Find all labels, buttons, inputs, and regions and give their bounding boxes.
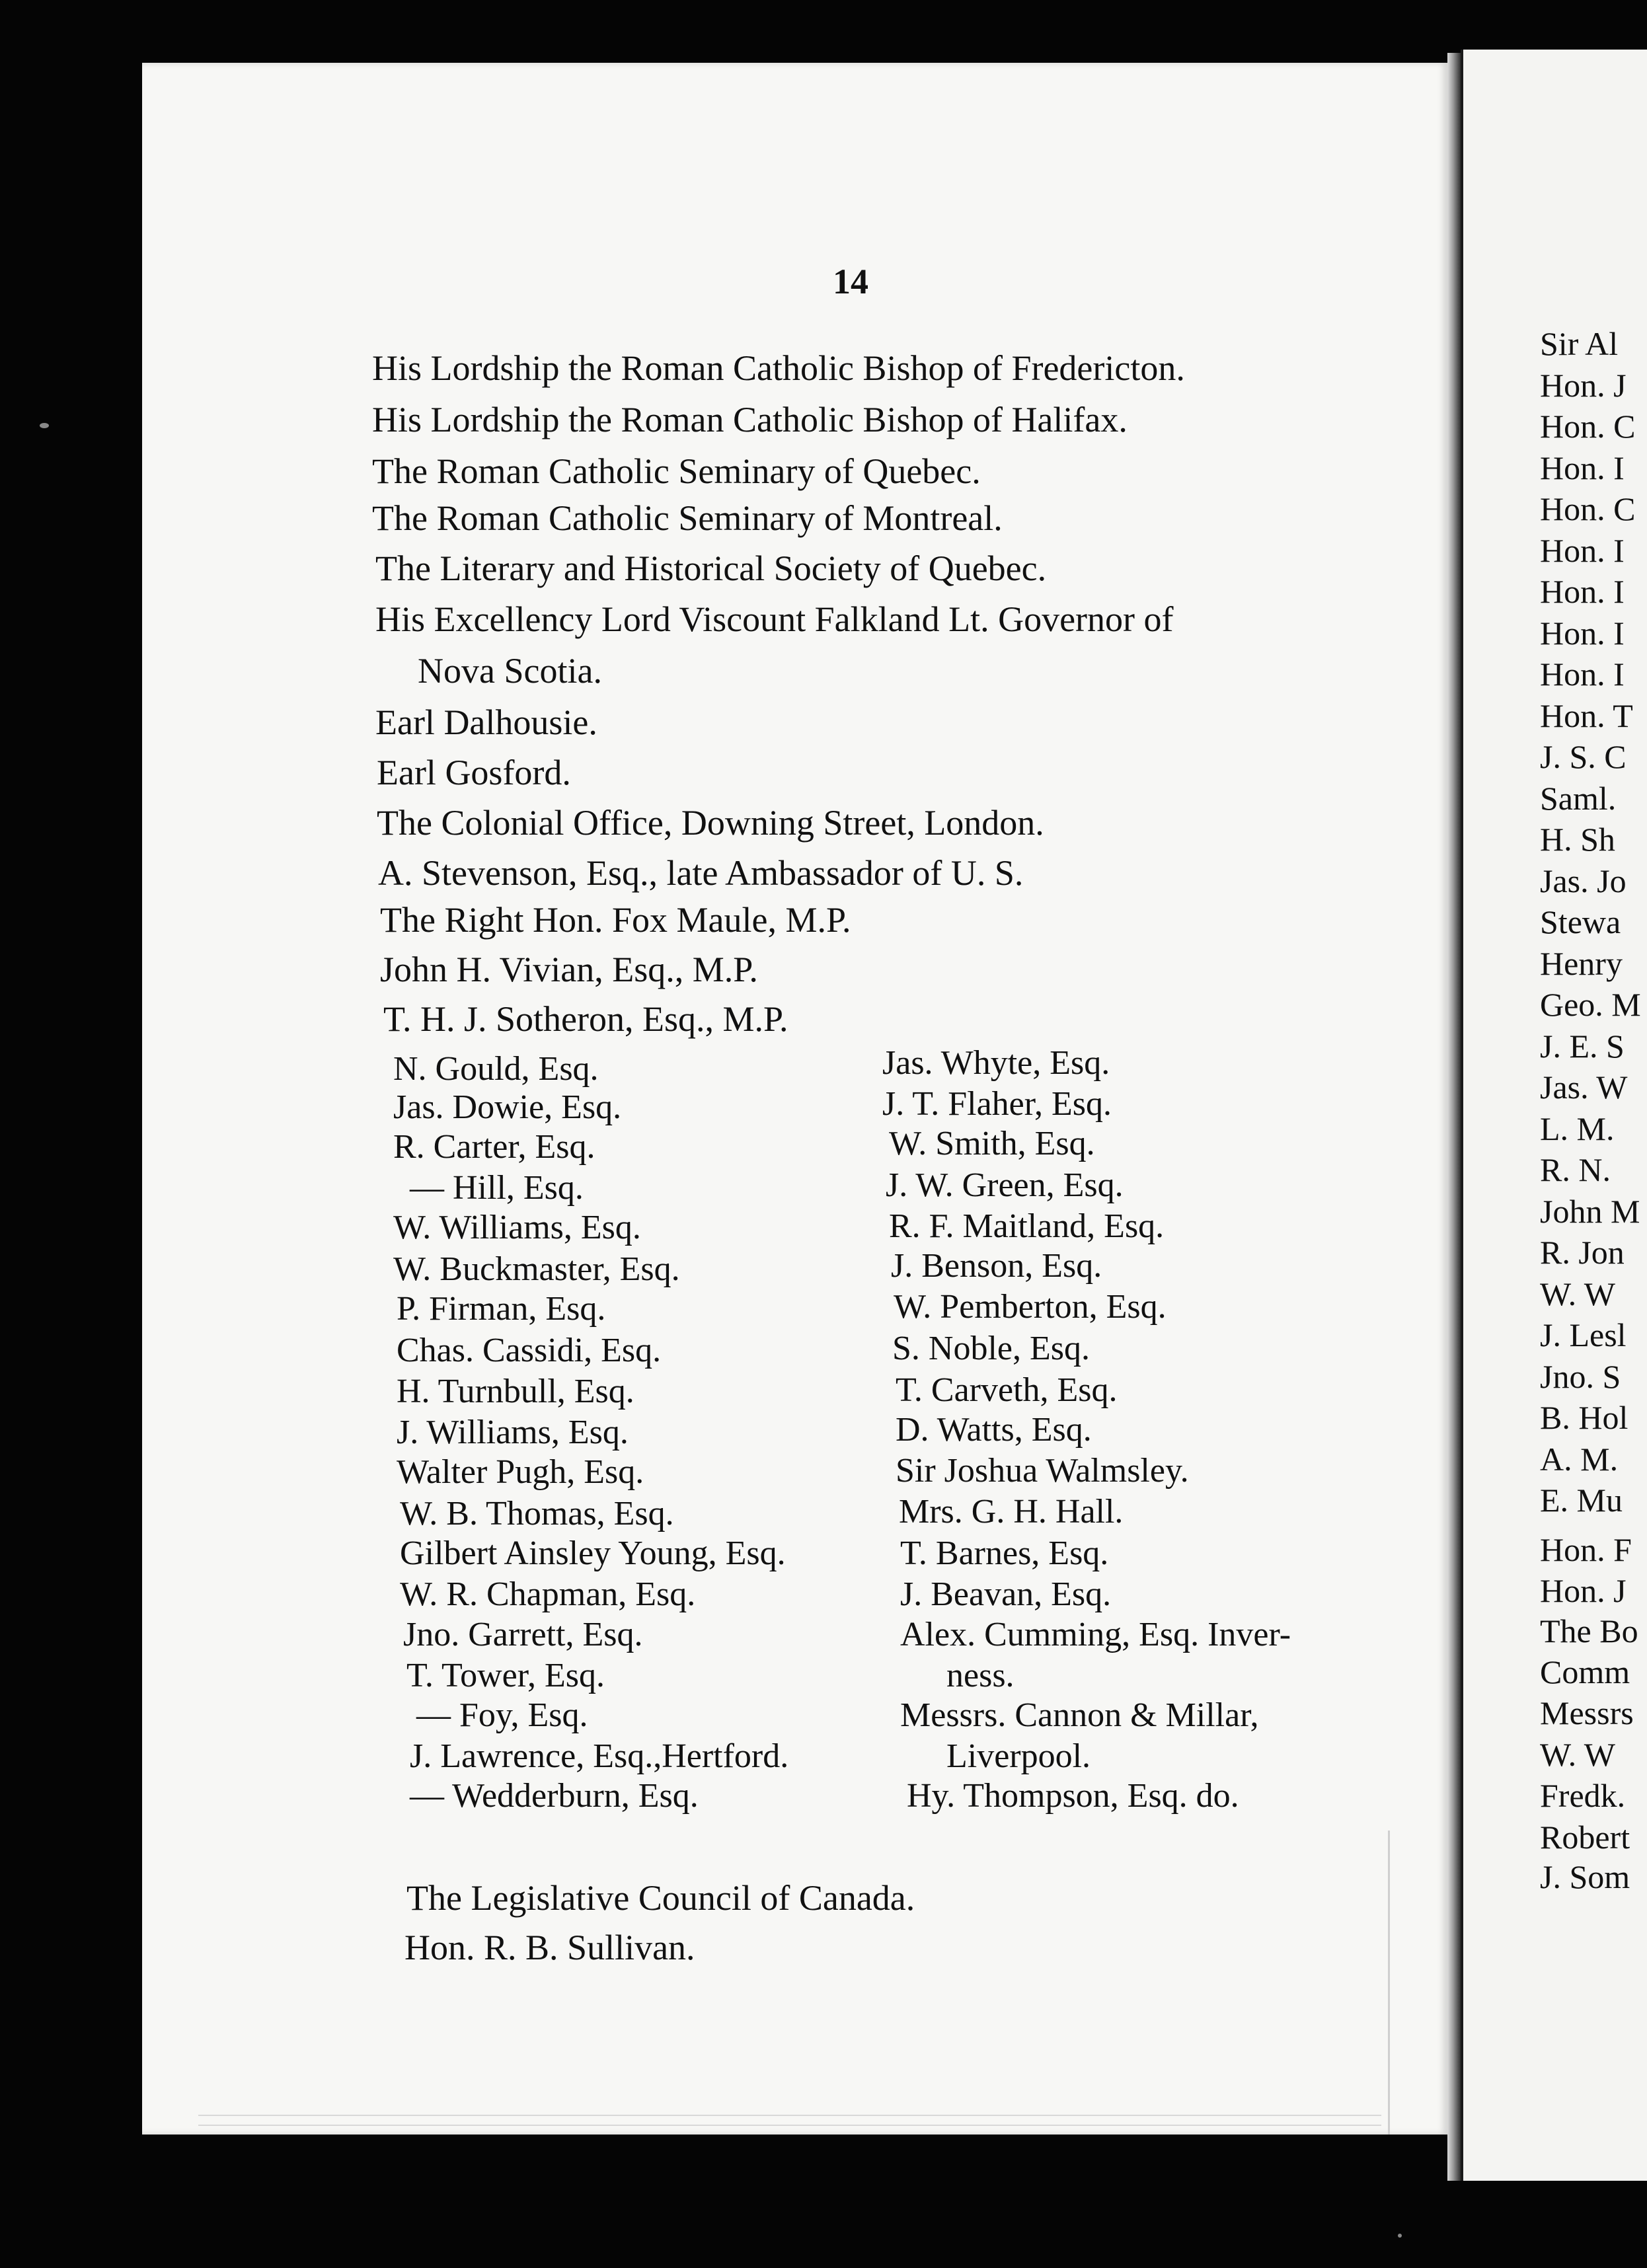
facing-page-fragment: J. S. C — [1540, 738, 1627, 775]
list-entry: The Roman Catholic Seminary of Montreal. — [372, 498, 1003, 538]
list-entry: The Literary and Historical Society of Quebec. — [375, 548, 1047, 588]
list-entry: R. Carter, Esq. — [393, 1128, 595, 1166]
page-edge-line — [198, 2115, 1381, 2116]
list-entry: Messrs. Cannon & Millar, — [900, 1696, 1259, 1734]
facing-page-fragment: Hon. I — [1540, 615, 1625, 652]
list-entry: A. Stevenson, Esq., late Ambassador of U. S. — [378, 853, 1024, 893]
facing-page-fragment: A. M. — [1540, 1441, 1619, 1478]
list-entry: J. T. Flaher, Esq. — [882, 1085, 1112, 1123]
facing-page-fragment: Jas. Jo — [1540, 862, 1627, 899]
facing-page-fragment: Sir Al — [1540, 325, 1619, 362]
facing-page-fragment: Hon. I — [1540, 449, 1625, 486]
facing-page-fragment: Geo. M — [1540, 986, 1641, 1023]
list-entry: R. F. Maitland, Esq. — [889, 1207, 1165, 1245]
list-entry: Hon. R. B. Sullivan. — [404, 1928, 695, 1967]
list-entry: The Right Hon. Fox Maule, M.P. — [380, 900, 851, 940]
list-entry: J. Beavan, Esq. — [900, 1575, 1112, 1613]
list-entry: H. Turnbull, Esq. — [397, 1373, 634, 1410]
list-entry: — Hill, Esq. — [410, 1169, 584, 1207]
list-entry: Sir Joshua Walmsley. — [896, 1452, 1189, 1490]
list-entry: Jno. Garrett, Esq. — [403, 1616, 643, 1653]
facing-page-fragment: Hon. C — [1540, 408, 1636, 445]
facing-page-fragment: Hon. J — [1540, 1572, 1627, 1609]
page-number: 14 — [833, 262, 868, 301]
list-entry: P. Firman, Esq. — [397, 1290, 606, 1328]
facing-page-fragment: Hon. I — [1540, 573, 1625, 610]
facing-page-fragment: L. M. — [1540, 1110, 1615, 1147]
list-entry: N. Gould, Esq. — [393, 1050, 599, 1088]
list-entry: Jas. Dowie, Esq. — [393, 1088, 622, 1126]
list-entry: J. W. Green, Esq. — [886, 1166, 1124, 1204]
facing-page-fragment: J. Som — [1540, 1858, 1630, 1895]
facing-page-fragment: Henry — [1540, 945, 1623, 982]
facing-page-fragment: Fredk. — [1540, 1777, 1626, 1814]
facing-page-fragment: R. Jon — [1540, 1234, 1625, 1271]
list-entry: Gilbert Ainsley Young, Esq. — [400, 1534, 786, 1572]
list-entry: W. Williams, Esq. — [393, 1209, 641, 1246]
list-entry: T. Carveth, Esq. — [896, 1371, 1118, 1409]
list-entry: Earl Gosford. — [377, 753, 571, 792]
list-entry: ness. — [946, 1657, 1015, 1694]
list-entry: W. Buckmaster, Esq. — [393, 1250, 680, 1288]
page-edge-stack — [198, 1831, 1390, 2135]
facing-page-fragment: J. E. S — [1540, 1028, 1625, 1065]
facing-page-fragment: Hon. I — [1540, 656, 1625, 693]
list-entry: T. H. J. Sotheron, Esq., M.P. — [383, 999, 788, 1039]
list-entry: Liverpool. — [946, 1737, 1091, 1775]
list-entry: W. B. Thomas, Esq. — [400, 1495, 674, 1532]
list-entry: Walter Pugh, Esq. — [397, 1453, 644, 1491]
book-gutter — [1447, 53, 1462, 2181]
list-entry: Alex. Cumming, Esq. Inver- — [900, 1616, 1291, 1653]
list-entry: T. Barnes, Esq. — [900, 1534, 1109, 1572]
list-entry: His Lordship the Roman Catholic Bishop of Fredericton. — [372, 348, 1185, 388]
list-entry: W. R. Chapman, Esq. — [400, 1575, 696, 1613]
facing-page-fragment: Jas. W — [1540, 1069, 1628, 1106]
facing-page-fragment: Hon. T — [1540, 697, 1633, 734]
list-entry: S. Noble, Esq. — [892, 1330, 1090, 1367]
list-entry: The Colonial Office, Downing Street, London. — [377, 803, 1044, 843]
facing-page-fragment: B. Hol — [1540, 1399, 1628, 1436]
facing-page-fragment: Messrs — [1540, 1694, 1634, 1731]
list-entry: W. Smith, Esq. — [889, 1125, 1095, 1162]
facing-page-fragment: The Bo — [1540, 1612, 1638, 1649]
facing-page-fragment: Comm — [1540, 1653, 1630, 1690]
list-entry-continuation: Nova Scotia. — [418, 651, 602, 691]
facing-page-fragment: Hon. I — [1540, 532, 1625, 569]
list-entry: W. Pemberton, Esq. — [894, 1288, 1167, 1326]
list-entry: D. Watts, Esq. — [896, 1411, 1092, 1449]
list-entry: Jas. Whyte, Esq. — [882, 1044, 1110, 1082]
facing-page-fragment: E. Mu — [1540, 1482, 1623, 1519]
speck — [40, 423, 49, 428]
list-entry: J. Williams, Esq. — [397, 1414, 629, 1451]
facing-page-fragment: John M — [1540, 1193, 1640, 1230]
list-entry: — Foy, Esq. — [416, 1696, 588, 1734]
list-entry: His Lordship the Roman Catholic Bishop of Halifax. — [372, 400, 1128, 439]
list-entry: Mrs. G. H. Hall. — [899, 1493, 1124, 1531]
list-entry: The Roman Catholic Seminary of Quebec. — [372, 451, 981, 491]
facing-page-fragment: Robert — [1540, 1819, 1630, 1856]
list-entry: J. Lawrence, Esq.,Hertford. — [410, 1737, 789, 1775]
page-edge-line — [198, 2125, 1381, 2126]
list-entry: — Wedderburn, Esq. — [410, 1777, 699, 1815]
list-entry: J. Benson, Esq. — [891, 1247, 1102, 1285]
facing-page-fragment: Hon. J — [1540, 367, 1627, 404]
facing-page-fragment: Jno. S — [1540, 1358, 1621, 1395]
facing-page-fragment: Hon. F — [1540, 1531, 1632, 1568]
facing-page-fragment: W. W — [1540, 1736, 1615, 1773]
facing-page-fragment: H. Sh — [1540, 821, 1615, 858]
list-entry: Earl Dalhousie. — [375, 702, 597, 742]
facing-page-fragment: Stewa — [1540, 903, 1621, 940]
list-entry: Hy. Thompson, Esq. do. — [907, 1777, 1239, 1815]
list-entry: T. Tower, Esq. — [406, 1657, 605, 1694]
facing-page-fragment: Hon. C — [1540, 490, 1636, 527]
list-entry: His Excellency Lord Viscount Falkland Lt. Governor of — [375, 599, 1174, 639]
facing-page-fragment: R. N. — [1540, 1151, 1611, 1188]
list-entry: The Legislative Council of Canada. — [406, 1878, 915, 1918]
facing-page-fragment: W. W — [1540, 1275, 1615, 1312]
speck — [1398, 2234, 1402, 2238]
list-entry: John H. Vivian, Esq., M.P. — [380, 950, 758, 989]
facing-page-fragment: J. Lesl — [1540, 1316, 1627, 1353]
facing-page-fragment: Saml. — [1540, 780, 1617, 817]
list-entry: Chas. Cassidi, Esq. — [397, 1332, 662, 1369]
